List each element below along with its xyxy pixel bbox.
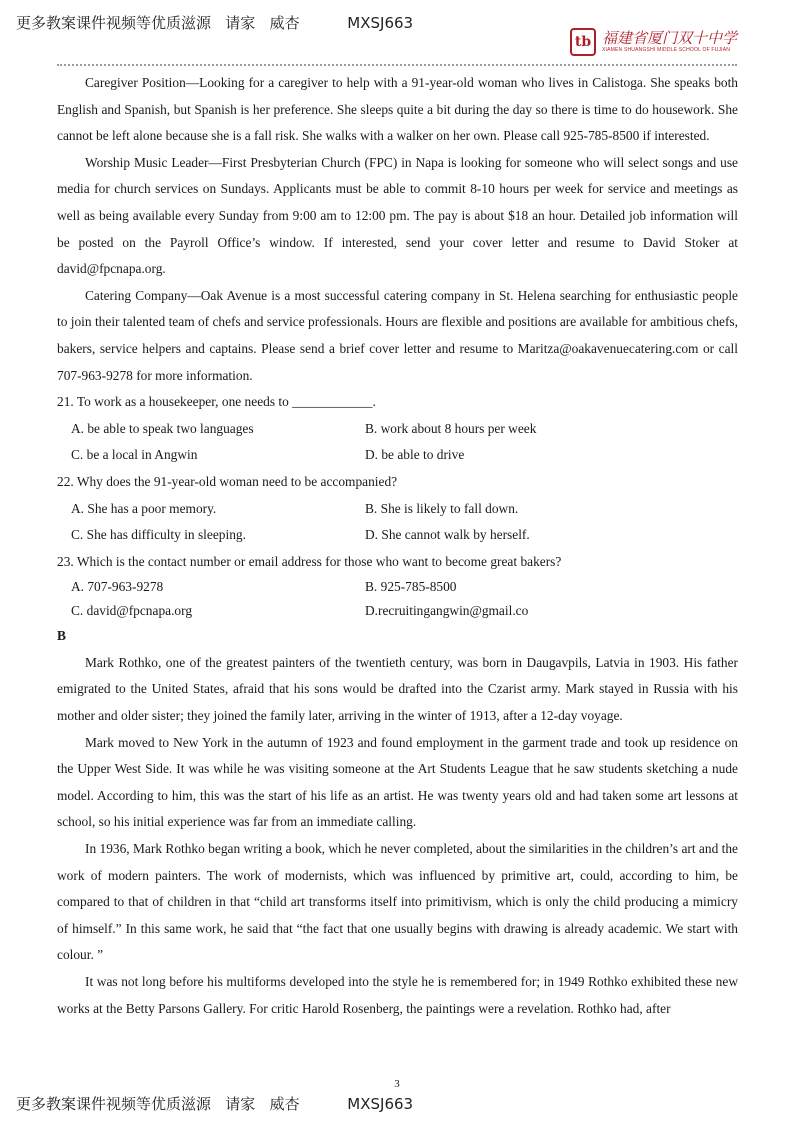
option-b: B. 925-785-8500 [365, 579, 457, 595]
option-b: B. She is likely to fall down. [365, 500, 519, 516]
option-a: A. be able to speak two languages [71, 420, 254, 436]
option-c: C. She has difficulty in sleeping. [71, 527, 246, 543]
option-d: D.recruitingangwin@gmail.co [365, 603, 529, 619]
option-c: C. be a local in Angwin [71, 447, 198, 463]
section-b-heading: B [57, 628, 66, 644]
question-23 [57, 549, 738, 624]
question-options [57, 416, 738, 469]
footer-text: 更多教案课件视频等优质滋源 请家 威杏 MXSJ663 [16, 1095, 414, 1113]
school-seal-icon: tb [570, 28, 596, 56]
school-name-english: XIAMEN SHUANGSHI MIDDLE SCHOOL OF FUJIAN [602, 47, 731, 53]
ad-caregiver: Caregiver Position—Looking for a caregiver to help with a 91-year-old woman who lives in Calistoga. She speaks both English and Spanish, but Spanish is her preference. She sleeps quite a bit during the day so there is time to do housework. She cannot be left alone because she is a fall risk. She walks with a walker on her own. Please call 925-785-8500 if interested. [57, 75, 738, 144]
question-21 [57, 389, 738, 469]
ad-worship-music-leader: Worship Music Leader—First Presbyterian Church (FPC) in Napa is looking for someone who will select songs and use media for church services on Sundays. Applicants must be able to commit 8-10 hours per week for service and meetings as well as being available every Sunday from 9:00 am to 12:00 pm. The pay is about $18 an hour. Detailed job information will be posted on the Payroll Office’s window. If interested, send your cover letter and resume to David Stoker at david@fpcnapa.org. [57, 154, 738, 277]
header-text: 更多教案课件视频等优质滋源 请家 威杏 MXSJ663 [16, 14, 414, 32]
passage-b-paragraph: Mark Rothko, one of the greatest painters of the twentieth century, was born in Daugavpils, Latvia in 1903. His father emigrated to the United States, afraid that his sons would be drafted into the Czarist army. Mark stayed in Russia with his mother and older sister; they joined the family later, arriving in the winter of 1913, after a 12-day voyage. [57, 654, 738, 724]
option-c: C. david@fpcnapa.org [71, 603, 193, 619]
question-options [57, 575, 738, 623]
option-d: D. She cannot walk by herself. [365, 527, 530, 543]
page-number: 3 [394, 1078, 400, 1090]
question-stem: 22. Why does the 91-year-old woman need to be accompanied? [57, 473, 398, 489]
document-body [57, 70, 738, 1022]
school-logo [570, 26, 742, 58]
question-options [57, 496, 738, 549]
option-d: D. be able to drive [365, 447, 465, 463]
ad-catering-company: Catering Company—Oak Avenue is a most successful catering company in St. Helena searching for enthusiastic people to join their talented team of chefs and service professionals. Hours are flexible and positions are available for ambitious chefs, bakers, service helpers and captains. Please send a brief cover letter and resume to Maritza@oakavenuecatering.com or call 707-963-9278 for more information. [57, 287, 738, 383]
option-a: A. She has a poor memory. [71, 500, 217, 516]
option-b: B. work about 8 hours per week [365, 420, 537, 436]
passage-b-paragraph: Mark moved to New York in the autumn of 1923 and found employment in the garment trade and took up residence on the Upper West Side. It was while he was visiting someone at the Art Students League that he saw students sketching a nude model. According to him, this was the start of his life as an artist. He was twenty years old and had taken some art lessons at school, so his initial experience was far from an immediate calling. [57, 734, 738, 830]
school-name-chinese: 福建省厦门双十中学 [602, 29, 738, 47]
passage-b-paragraph: In 1936, Mark Rothko began writing a book, which he never completed, about the similarities in the children’s art and the work of modern painters. The work of modernists, which was influenced by primitive art, could, according to him, be compared to that of children in that “child art transforms itself into primitivism, which is only the child producing a mimicry of himself.” In this same work, he said that “the fact that one usually begins with drawing is already academic. We start with colour. ” [57, 841, 738, 963]
option-a: A. 707-963-9278 [71, 579, 164, 595]
question-stem: 21. To work as a housekeeper, one needs to ____________. [57, 394, 376, 410]
passage-b-paragraph: It was not long before his multiforms developed into the style he is remembered for; in 1949 Rothko exhibited these new works at the Betty Parsons Gallery. For critic Harold Rosenberg, the paintings were a revelation. Rothko had, after [57, 974, 738, 1016]
header-divider [57, 64, 737, 66]
question-stem: 23. Which is the contact number or email address for those who want to become great bakers? [57, 553, 562, 569]
school-name [602, 31, 737, 53]
question-22 [57, 469, 738, 549]
